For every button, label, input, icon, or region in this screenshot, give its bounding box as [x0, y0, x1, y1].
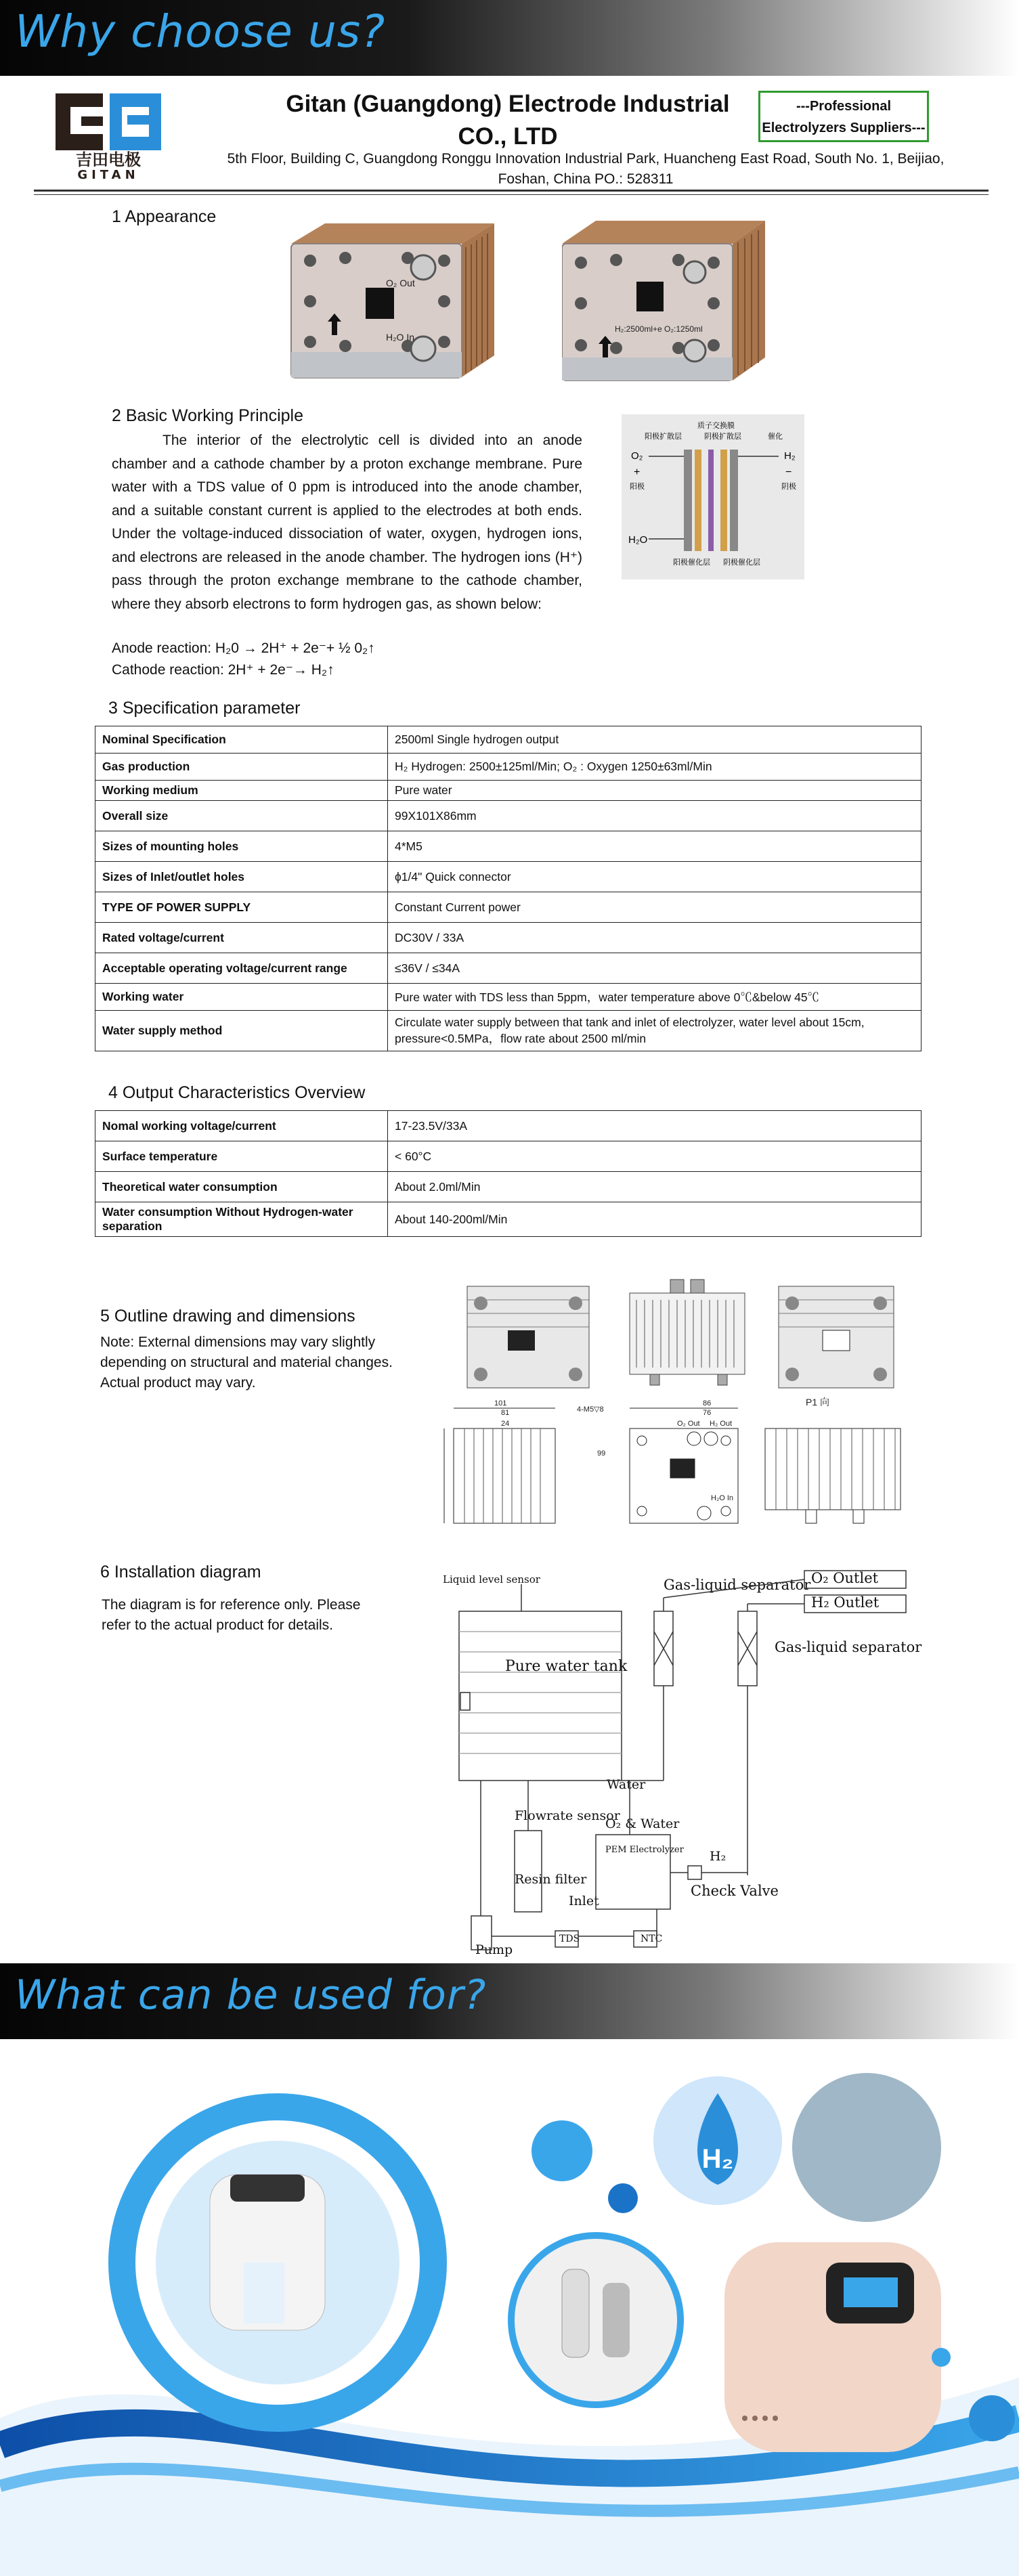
output-value: About 140-200ml/Min — [388, 1202, 922, 1237]
lbl-sensor: Liquid level sensor — [443, 1573, 540, 1586]
spec-row — [95, 726, 922, 754]
dlabel-o2: O₂ — [631, 450, 643, 462]
spec-table — [95, 726, 922, 1051]
logo-en: GITAN — [77, 168, 139, 180]
spec-value: 4*M5 — [388, 831, 922, 862]
dlabel-h2o: H₂O — [628, 534, 648, 546]
spec-row — [95, 831, 922, 862]
install-note: The diagram is for reference only. Please refer to the actual product for details. — [102, 1597, 361, 1633]
outline-drawing — [427, 1273, 921, 1544]
dim-o2out: O₂ Out — [677, 1420, 700, 1428]
spec-value: H₂ Hydrogen: 2500±125ml/Min; O₂ : Oxygen 1250±63ml/Min — [388, 754, 922, 781]
pem-principle-diagram — [622, 414, 804, 580]
spec-value: Constant Current power — [388, 892, 922, 923]
spec-value: 99X101X86mm — [388, 801, 922, 831]
lbl-pump: Pump — [475, 1942, 513, 1957]
lbl-o2water: O₂ & Water — [605, 1816, 680, 1831]
company-header — [0, 76, 1019, 198]
dim-76: 76 — [703, 1409, 712, 1417]
company-name: Gitan (Guangdong) Electrode Industrial CO., LTD — [286, 91, 730, 150]
output-value: 17-23.5V/33A — [388, 1111, 922, 1141]
supplier-badge — [758, 91, 929, 142]
lbl-sep1: Gas-liquid separator — [664, 1577, 811, 1593]
spec-value: Pure water — [388, 781, 922, 801]
applications-graphic — [0, 2039, 1019, 2576]
anode-reaction: Anode reaction: H₂0 → 2H⁺ + 2e⁻+ ½ 0₂↑ — [112, 640, 375, 656]
spec-value: 2500ml Single hydrogen output — [388, 726, 922, 754]
spec-key: Water supply method — [95, 1011, 388, 1051]
cathode-reaction: Cathode reaction: 2H⁺ + 2e⁻→ H₂↑ — [112, 662, 334, 678]
dlabel-anode-diff: 阳极扩散层 — [645, 433, 682, 441]
lbl-tank: Pure water tank — [505, 1658, 628, 1675]
output-value: < 60°C — [388, 1141, 922, 1172]
spec-key: Gas production — [95, 754, 388, 781]
spec-key: Working medium — [95, 781, 388, 801]
lbl-pem: PEM Electrolyzer — [605, 1845, 684, 1855]
output-value: About 2.0ml/Min — [388, 1172, 922, 1202]
output-key: Theoretical water consumption — [95, 1172, 388, 1202]
spec-row — [95, 892, 922, 923]
label-o2-out: O₂ Out — [386, 278, 415, 288]
dim-p1: P1 向 — [806, 1397, 830, 1407]
spec-key: Acceptable operating voltage/current range — [95, 953, 388, 984]
dim-99: 99 — [597, 1449, 606, 1458]
dlabel-anode: 阳极 — [630, 483, 645, 491]
output-key: Water consumption Without Hydrogen-water separation — [95, 1202, 388, 1237]
output-row — [95, 1141, 922, 1172]
output-key: Nomal working voltage/current — [95, 1111, 388, 1141]
spec-row — [95, 801, 922, 831]
dlabel-minus: − — [785, 466, 792, 478]
dim-h2oin: H₂O In — [711, 1494, 733, 1502]
lbl-tds: TDS — [559, 1934, 580, 1944]
section-output-title: 4 Output Characteristics Overview — [108, 1083, 366, 1102]
dlabel-cathode: 阴极 — [781, 483, 796, 491]
lbl-h2small: H₂ — [710, 1849, 727, 1864]
output-row — [95, 1111, 922, 1141]
spec-key: TYPE OF POWER SUPPLY — [95, 892, 388, 923]
lbl-ntc: NTC — [641, 1934, 663, 1944]
lbl-o2: O₂ Outlet — [811, 1570, 879, 1586]
top-banner — [0, 0, 1019, 76]
banner-title: Why choose us? — [15, 5, 386, 58]
dim-81: 81 — [501, 1409, 510, 1417]
spec-key: Rated voltage/current — [95, 923, 388, 953]
spec-key: Sizes of mounting holes — [95, 831, 388, 862]
section-install-title: 6 Installation diagram — [100, 1563, 261, 1581]
badge-line1: ---Professional — [796, 99, 892, 114]
lbl-h2: H₂ Outlet — [811, 1594, 880, 1611]
product-image-back — [562, 215, 772, 393]
product-image-front — [284, 220, 494, 389]
label-volumes: H₂:2500ml+e O₂:1250ml — [615, 324, 703, 334]
spec-row — [95, 923, 922, 953]
header-rule-thin — [34, 194, 989, 195]
applications-illustration — [0, 2039, 1019, 2576]
output-table — [95, 1110, 922, 1237]
spec-row — [95, 781, 922, 801]
bottom-banner-title: What can be used for? — [15, 1971, 487, 2019]
spec-value: ϕ1/4" Quick connector — [388, 862, 922, 892]
bottom-banner — [0, 1963, 1019, 2039]
spec-row — [95, 754, 922, 781]
dlabel-cathode-cat: 阴极催化层 — [723, 559, 760, 567]
output-row — [95, 1172, 922, 1202]
spec-key: Overall size — [95, 801, 388, 831]
principle-text: The interior of the electrolytic cell is divided into an anode chamber and a cathode chamber by a proton exchange membrane. Pure water with a TDS value of 0 ppm is introduced into the anode chamber, and a suitable constant current is applied to the electrodes at both ends. Under the voltage-induced dissociation of water, oxygen, hydrogen ions, and electrons are released in the anode chamber. The hydrogen ions (H⁺) pass through the proton exchange membrane to the cathode chamber, where they absorb electrons to form hydrogen gas, as shown below: — [112, 433, 582, 612]
dlabel-h2: H₂ — [784, 450, 796, 462]
section-principle-title: 2 Basic Working Principle — [112, 406, 303, 425]
output-key: Surface temperature — [95, 1141, 388, 1172]
lbl-sep2: Gas-liquid separator — [775, 1639, 922, 1655]
dlabel-cathode-diff: 阴极扩散层 — [704, 433, 741, 441]
badge-line2: Electrolyzers Suppliers--- — [762, 121, 926, 135]
spec-key: Nominal Specification — [95, 726, 388, 754]
section-appearance-title: 1 Appearance — [112, 207, 217, 226]
dim-101: 101 — [494, 1399, 507, 1407]
h2-symbol: H₂ — [701, 2144, 734, 2174]
spec-key: Sizes of Inlet/outlet holes — [95, 862, 388, 892]
spec-key: Working water — [95, 984, 388, 1011]
dlabel-membrane: 质子交换膜 — [697, 422, 735, 430]
spec-row — [95, 862, 922, 892]
dlabel-catalyst: 催化 — [768, 433, 783, 441]
spec-value: ≤36V / ≤34A — [388, 953, 922, 984]
dlabel-plus: + — [634, 466, 641, 478]
lbl-flow: Flowrate sensor — [515, 1808, 620, 1823]
spec-value: Pure water with TDS less than 5ppm，water temperature above 0℃&below 45℃ — [388, 984, 922, 1011]
section-outline-title: 5 Outline drawing and dimensions — [100, 1307, 355, 1326]
section-spec-title: 3 Specification parameter — [108, 699, 301, 718]
spec-value: DC30V / 33A — [388, 923, 922, 953]
installation-diagram — [440, 1557, 928, 1963]
principle-paragraph — [112, 429, 582, 616]
spec-value: Circulate water supply between that tank and inlet of electrolyzer, water level about 15cm, pressure<0.5MPa，flow rate about 2500 ml/min — [388, 1011, 922, 1051]
lbl-check: Check Valve — [691, 1883, 779, 1899]
header-rule — [34, 190, 989, 192]
dim-24: 24 — [501, 1420, 510, 1428]
label-h2o-in: H₂O In — [386, 332, 414, 343]
spec-row — [95, 953, 922, 984]
lbl-resin: Resin filter — [515, 1872, 587, 1887]
spec-row — [95, 984, 922, 1011]
company-logo — [54, 92, 162, 180]
spec-row — [95, 1011, 922, 1051]
dlabel-anode-cat: 阳极催化层 — [673, 559, 710, 567]
company-address: 5th Floor, Building C, Guangdong Ronggu Innovation Industrial Park, Huancheng East Road, South No. 1, Beijiao, Foshan, China PO.: 528311 — [227, 151, 945, 187]
dim-86: 86 — [703, 1399, 712, 1407]
dim-hole: 4-M5▽8 — [577, 1405, 604, 1414]
outline-note: Note: External dimensions may vary slightly depending on structural and material changes. Actual product may vary. — [100, 1334, 393, 1391]
output-row — [95, 1202, 922, 1237]
lbl-inlet: Inlet — [569, 1894, 599, 1908]
lbl-water: Water — [607, 1777, 646, 1792]
dim-h2out: H₂ Out — [710, 1420, 732, 1428]
logo-cn: 吉田电极 — [76, 150, 141, 169]
